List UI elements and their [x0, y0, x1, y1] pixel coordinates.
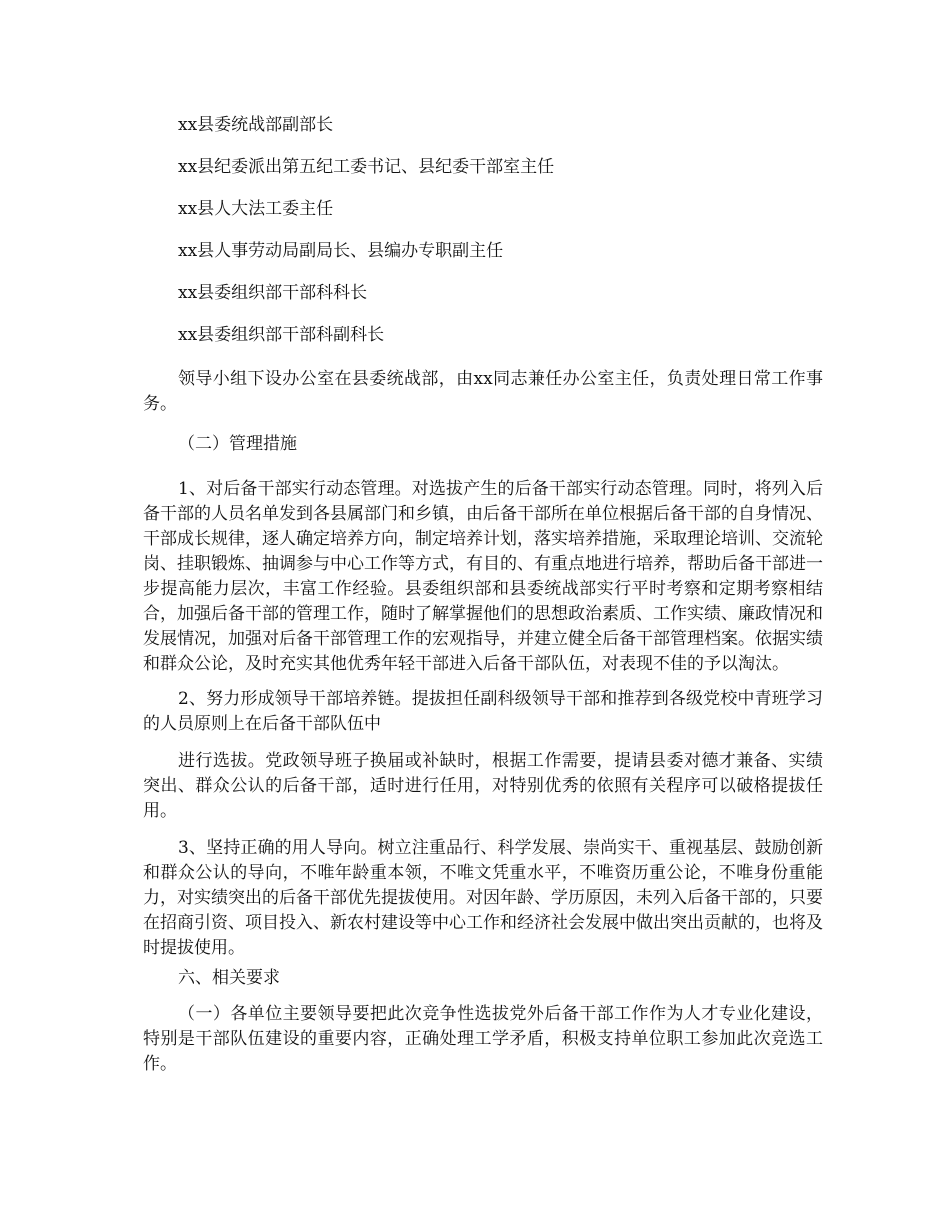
section-heading-requirements: 六、相关要求 — [178, 968, 280, 988]
member-line: xx县委组织部干部科科长 — [178, 283, 368, 303]
section-heading-measures: （二）管理措施 — [178, 434, 297, 454]
measure-item-3: 3、坚持正确的用人导向。树立注重品行、科学发展、崇尚实干、重视基层、鼓励创新和群众公认的导向，不唯年龄重本领，不唯文凭重水平，不唯资历重公论，不唯身份重能力，对实绩突出的后备干部优先提拔使用。对因年龄、学历原因，未列入后备干部的，只要在招商引资、项目投入、新农村建设等中心工作和经济社会发展中做出突出贡献的，也将及时提拔使用。 — [143, 838, 823, 958]
member-line: xx县纪委派出第五纪工委书记、县纪委干部室主任 — [178, 157, 555, 177]
member-line: xx县人事劳动局副局长、县编办专职副主任 — [178, 241, 504, 261]
member-line: xx县委统战部副部长 — [178, 115, 334, 135]
member-line: xx县委组织部干部科副科长 — [178, 325, 385, 345]
measure-item-2-part-b: 进行选拔。党政领导班子换届或补缺时，根据工作需要，提请县委对德才兼备、实绩突出、群众公认的后备干部，适时进行任用，对特别优秀的依照有关程序可以破格提拔任用。 — [143, 751, 823, 821]
requirement-item-1: （一）各单位主要领导要把此次竞争性选拔党外后备干部工作作为人才专业化建设，特别是干部队伍建设的重要内容，正确处理工学矛盾，积极支持单位职工参加此次竞选工作。 — [143, 1004, 823, 1074]
measure-item-2-part-a: 2、努力形成领导干部培养链。提拔担任副科级领导干部和推荐到各级党校中青班学习的人员原则上在后备干部队伍中 — [143, 689, 823, 734]
measure-item-1: 1、对后备干部实行动态管理。对选拔产生的后备干部实行动态管理。同时，将列入后备干部的人员名单发到各县属部门和乡镇，由后备干部所在单位根据后备干部的自身情况、干部成长规律，逐人确定培养方向，制定培养计划，落实培养措施，采取理论培训、交流轮岗、挂职锻炼、抽调参与中心工作等方式，有目的、有重点地进行培养，帮助后备干部进一步提高能力层次，丰富工作经验。县委组织部和县委统战部实行平时考察和定期考察相结合，加强后备干部的管理工作，随时了解掌握他们的思想政治素质、工作实绩、廉政情况和发展情况，加强对后备干部管理工作的宏观指导，并建立健全后备干部管理档案。依据实绩和群众公论，及时充实其他优秀年轻干部进入后备干部队伍，对表现不佳的予以淘汰。 — [143, 479, 823, 674]
member-line: xx县人大法工委主任 — [178, 199, 334, 219]
office-note-paragraph: 领导小组下设办公室在县委统战部，由xx同志兼任办公室主任，负责处理日常工作事务。 — [143, 369, 823, 414]
